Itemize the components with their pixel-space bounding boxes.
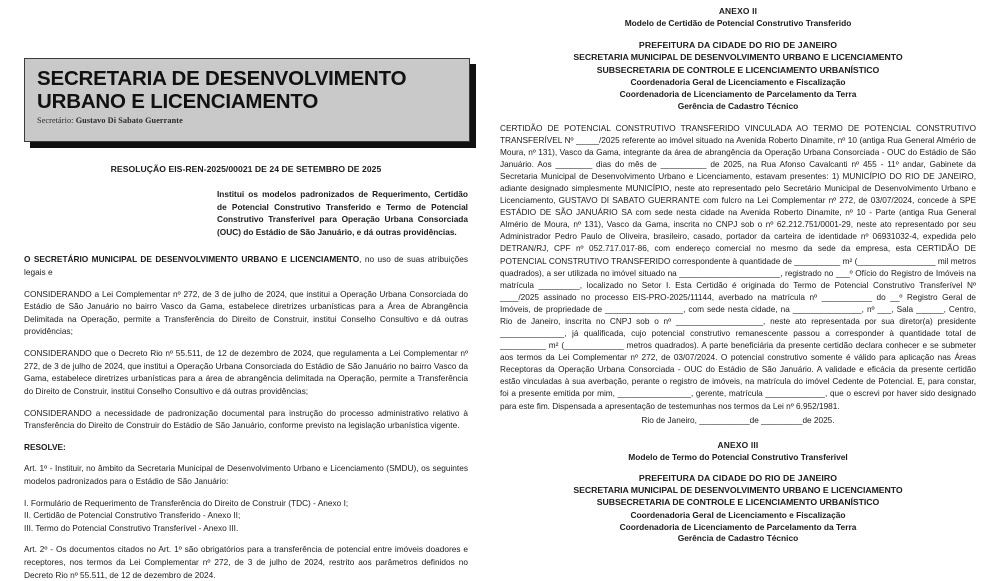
annex-list-item-2: II. Certidão de Potencial Construtivo Transferido - Anexo II; — [24, 510, 241, 521]
org-line-gerencia: Gerência de Cadastro Técnico — [677, 100, 799, 111]
org3-line-coord-geral: Coordenadoria Geral de Licenciamento e Fiscalização — [630, 509, 846, 520]
considerando-1: CONSIDERANDO a Lei Complementar nº 272, de 3 de julho de 2024, que institui a Operação Urbana Consorciada do Estádio de São Januário no bairro Vasco da Gama, estabelece diretrizes urbanísticas para a Área de Abrangência Delimitada na Operação, permite a Transferência do Direito de Construir, institui Conselho Consultivo e dá outras providências; — [24, 288, 468, 337]
org3-line-secretaria: SECRETARIA MUNICIPAL DE DESENVOLVIMENTO URBANO E LICENCIAMENTO — [573, 484, 903, 495]
considerando-3: CONSIDERANDO a necessidade de padronização documental para instrução do processo administrativo relativo à Transferência do Direito de Construir do Estádio de São Januário, conforme previsto na legislação urbanística vigente. — [24, 407, 468, 431]
anexo-iii-heading — [500, 440, 976, 462]
preamble-bold: O SECRETÁRIO MUNICIPAL DE DESENVOLVIMENTO URBANO E LICENCIAMENTO — [24, 254, 360, 265]
org-line-coord-parcel: Coordenadoria de Licenciamento de Parcelamento da Terra — [619, 88, 857, 99]
org-line-subsecretaria: SUBSECRETARIA DE CONTROLE E LICENCIAMENTO URBANÍSTICO — [596, 64, 880, 75]
anexo-ii-tag: ANEXO II — [718, 6, 758, 16]
org3-line-gerencia: Gerência de Cadastro Técnico — [677, 533, 799, 544]
org-line-coord-geral: Coordenadoria Geral de Licenciamento e Fiscalização — [630, 76, 846, 87]
org3-line-coord-parcel: Coordenadoria de Licenciamento de Parcelamento da Terra — [619, 521, 857, 532]
masthead-title: SECRETARIA DE DESENVOLVIMENTO URBANO E LICENCIAMENTO — [37, 67, 407, 113]
secretary-line — [37, 116, 459, 125]
certidao-body-text: CERTIDÃO DE POTENCIAL CONSTRUTIVO TRANSFERIDO VINCULADA AO TERMO DE POTENCIAL CONSTRUTIVO TRANSFERÍVEL Nº _____/2025 referente ao imóvel situado na Avenida Roberto Dinamite, nº 10 (antiga Rua General Almério de Moura, nº 131), Vasco da Gama, integrante da área de abrangência da Operação Urbana Consorciada - OUC do Estádio de São Januário. Aos ________ dias do mês de __________ de 2025, na Rua Afonso Cavalcanti nº 455 - 11º andar, Gabinete da Secretaria Municipal de Desenvolvimento Urbano e Licenciamento, estavam presentes: 1) MUNICÍPIO DO RIO DE JANEIRO, adiante designado simplesmente MUNICÍPIO, neste ato representado pelo Secretário Municipal de Desenvolvimento Urbano e Licenciamento, GUSTAVO DI SABATO GUERRANTE com fulcro na Lei Complementar nº 272, de 03/07/2024, concede à SPE ESTÁDIO DE SÃO JANUÁRIO SA com sede nesta cidade na Avenida Roberto Dinamite, nº 10 - Parte (antiga Rua General Almério de Moura, nº 131), Vasco da Gama, inscrita no CNPJ sob o nº 62.212.751/0001-29, neste ato representado por seu Administrador Pedro Paulo de Oliveira, brasileiro, casado, portador da carteira de identidade nº 06931032-4, expedida pelo DETRAN/RJ, CPF nº 052.717.017-86, com endereço comercial no mesmo da sede da empresa, esta CERTIDÃO DE POTENCIAL CONSTRUTIVO TRANSFERIDO correspondente à quantidade de __________ m² (_________________ mil metros quadrados), a ser utilizada no imóvel situado na ______________________, registrado no ___º Ofício do Registro de Imóveis na matrícula _________, localizado no Setor I. Esta Certidão é originada do Termo de Potencial Construtivo Transferível Nº ____/2025 assinado no processo EIS-PRO-2025/11144, averbado na matrícula nº ___________ do __º Registro Geral de Imóveis, de propriedade de _________________, com sede nesta cidade, na _______________, nº ___, Sala ______, Centro, Rio de Janeiro, inscrita no CNPJ sob o nº ___________________, neste ato representada por sua diretor(a) presidente ______________, já qualificada, cujo potencial construtivo remanescente passou a corresponder à quantidade total de __________ m² (_____________ metros quadrados). A parte beneficiária da presente certidão declara conhecer e se submeter aos termos da Lei Complementar nº 272, de 03/07/2024. O potencial construtivo somente é válido para aplicação nas Áreas Receptoras da Operação Urbana Consorciada - OUC do Estádio de São Januário. A validade e eficácia da presente certidão estão vinculadas à sua averbação, perante o registro de imóveis, na matrícula do imóvel Cedente de Potencial. E, para constar, foi a presente emitida por mim, ________________, gerente, matrícula _____________, que o escrevi por haver sido designado para este fim. Dispensada a apresentação de testemunhas nos termos da Lei nº 6.952/1981. — [500, 123, 976, 411]
org3-line-prefeitura: PREFEITURA DA CIDADE DO RIO DE JANEIRO — [638, 472, 838, 483]
certidao-signature-line: Rio de Janeiro, ___________de _________de 2025. — [641, 415, 835, 425]
preamble-paragraph — [24, 253, 468, 278]
org-line-prefeitura: PREFEITURA DA CIDADE DO RIO DE JANEIRO — [638, 40, 838, 50]
annex-list-item-1: I. Formulário de Requerimento de Transferência do Direito de Construir (TDC) - Anexo I; — [24, 497, 349, 508]
resolution-ementa: Institui os modelos padronizados de Requerimento, Certidão de Potencial Construtivo Transferido e Termo de Potencial Construtivo Transferível para Operação Urbana Consorciada (OUC) do Estádio de São Januário, e dá outras providências. — [217, 189, 468, 237]
right-column — [492, 0, 984, 555]
anexo-ii-name: Modelo de Certidão de Potencial Construtivo Transferido — [624, 18, 852, 28]
org-line-secretaria: SECRETARIA MUNICIPAL DE DESENVOLVIMENTO URBANO E LICENCIAMENTO — [573, 52, 903, 63]
article-2: Art. 2º - Os documentos citados no Art. 1º são obrigatórios para a transferência de potencial entre imóveis doadores e receptores, nos termos da Lei Complementar nº 272, de 3 de julho de 2024, restrito aos parâmetros definidos no Decreto Rio nº 55.511, de 12 de dezembro de 2024. — [24, 544, 468, 580]
anexo-ii-org-header — [500, 40, 976, 112]
annex-list-item-3: III. Termo do Potencial Construtivo Transferível - Anexo III. — [24, 522, 239, 533]
preamble-rest: , no uso de suas atribuições legais e — [24, 254, 468, 278]
considerando-2: CONSIDERANDO que o Decreto Rio nº 55.511, de 12 de dezembro de 2024, que regulamenta a Lei Complementar nº 272, de 3 de julho de 2024, que institui a Operação Urbana Consorciada do Estádio de São Januário no bairro Vasco da Gama, estabelece diretrizes urbanísticas para a área de abrangência delimitada na Operação, permite a Transferência do Direito de Construir, institui Conselho Consultivo e dá outras providências; — [24, 348, 468, 396]
resolution-body — [24, 253, 468, 581]
anexo-iii-org-header — [500, 473, 976, 545]
secretary-label: Secretário: — [37, 116, 74, 126]
resolution-title: RESOLUÇÃO EIS-REN-2025/00021 DE 24 DE SETEMBRO DE 2025 — [110, 164, 382, 174]
anexo-ii-heading — [500, 6, 976, 28]
left-column — [0, 0, 492, 580]
masthead-box — [24, 58, 470, 142]
masthead-block — [24, 58, 470, 142]
certidao-body — [500, 123, 976, 413]
resolve-label: RESOLVE: — [24, 441, 66, 452]
anexo-iii-name: Modelo de Termo do Potencial Construtivo Transferivel — [628, 451, 848, 462]
secretary-name: Gustavo Di Sabato Guerrante — [75, 116, 183, 126]
anexo-iii-tag: ANEXO III — [717, 439, 759, 450]
org3-line-subsecretaria: SUBSECRETARIA DE CONTROLE E LICENCIAMENTO URBANÍSTICO — [596, 497, 880, 508]
article-1: Art. 1º - Instituir, no âmbito da Secretaria Municipal de Desenvolvimento Urbano e Licenciamento (SMDU), os seguintes modelos padronizados para o Estádio de São Januário: — [24, 463, 468, 486]
